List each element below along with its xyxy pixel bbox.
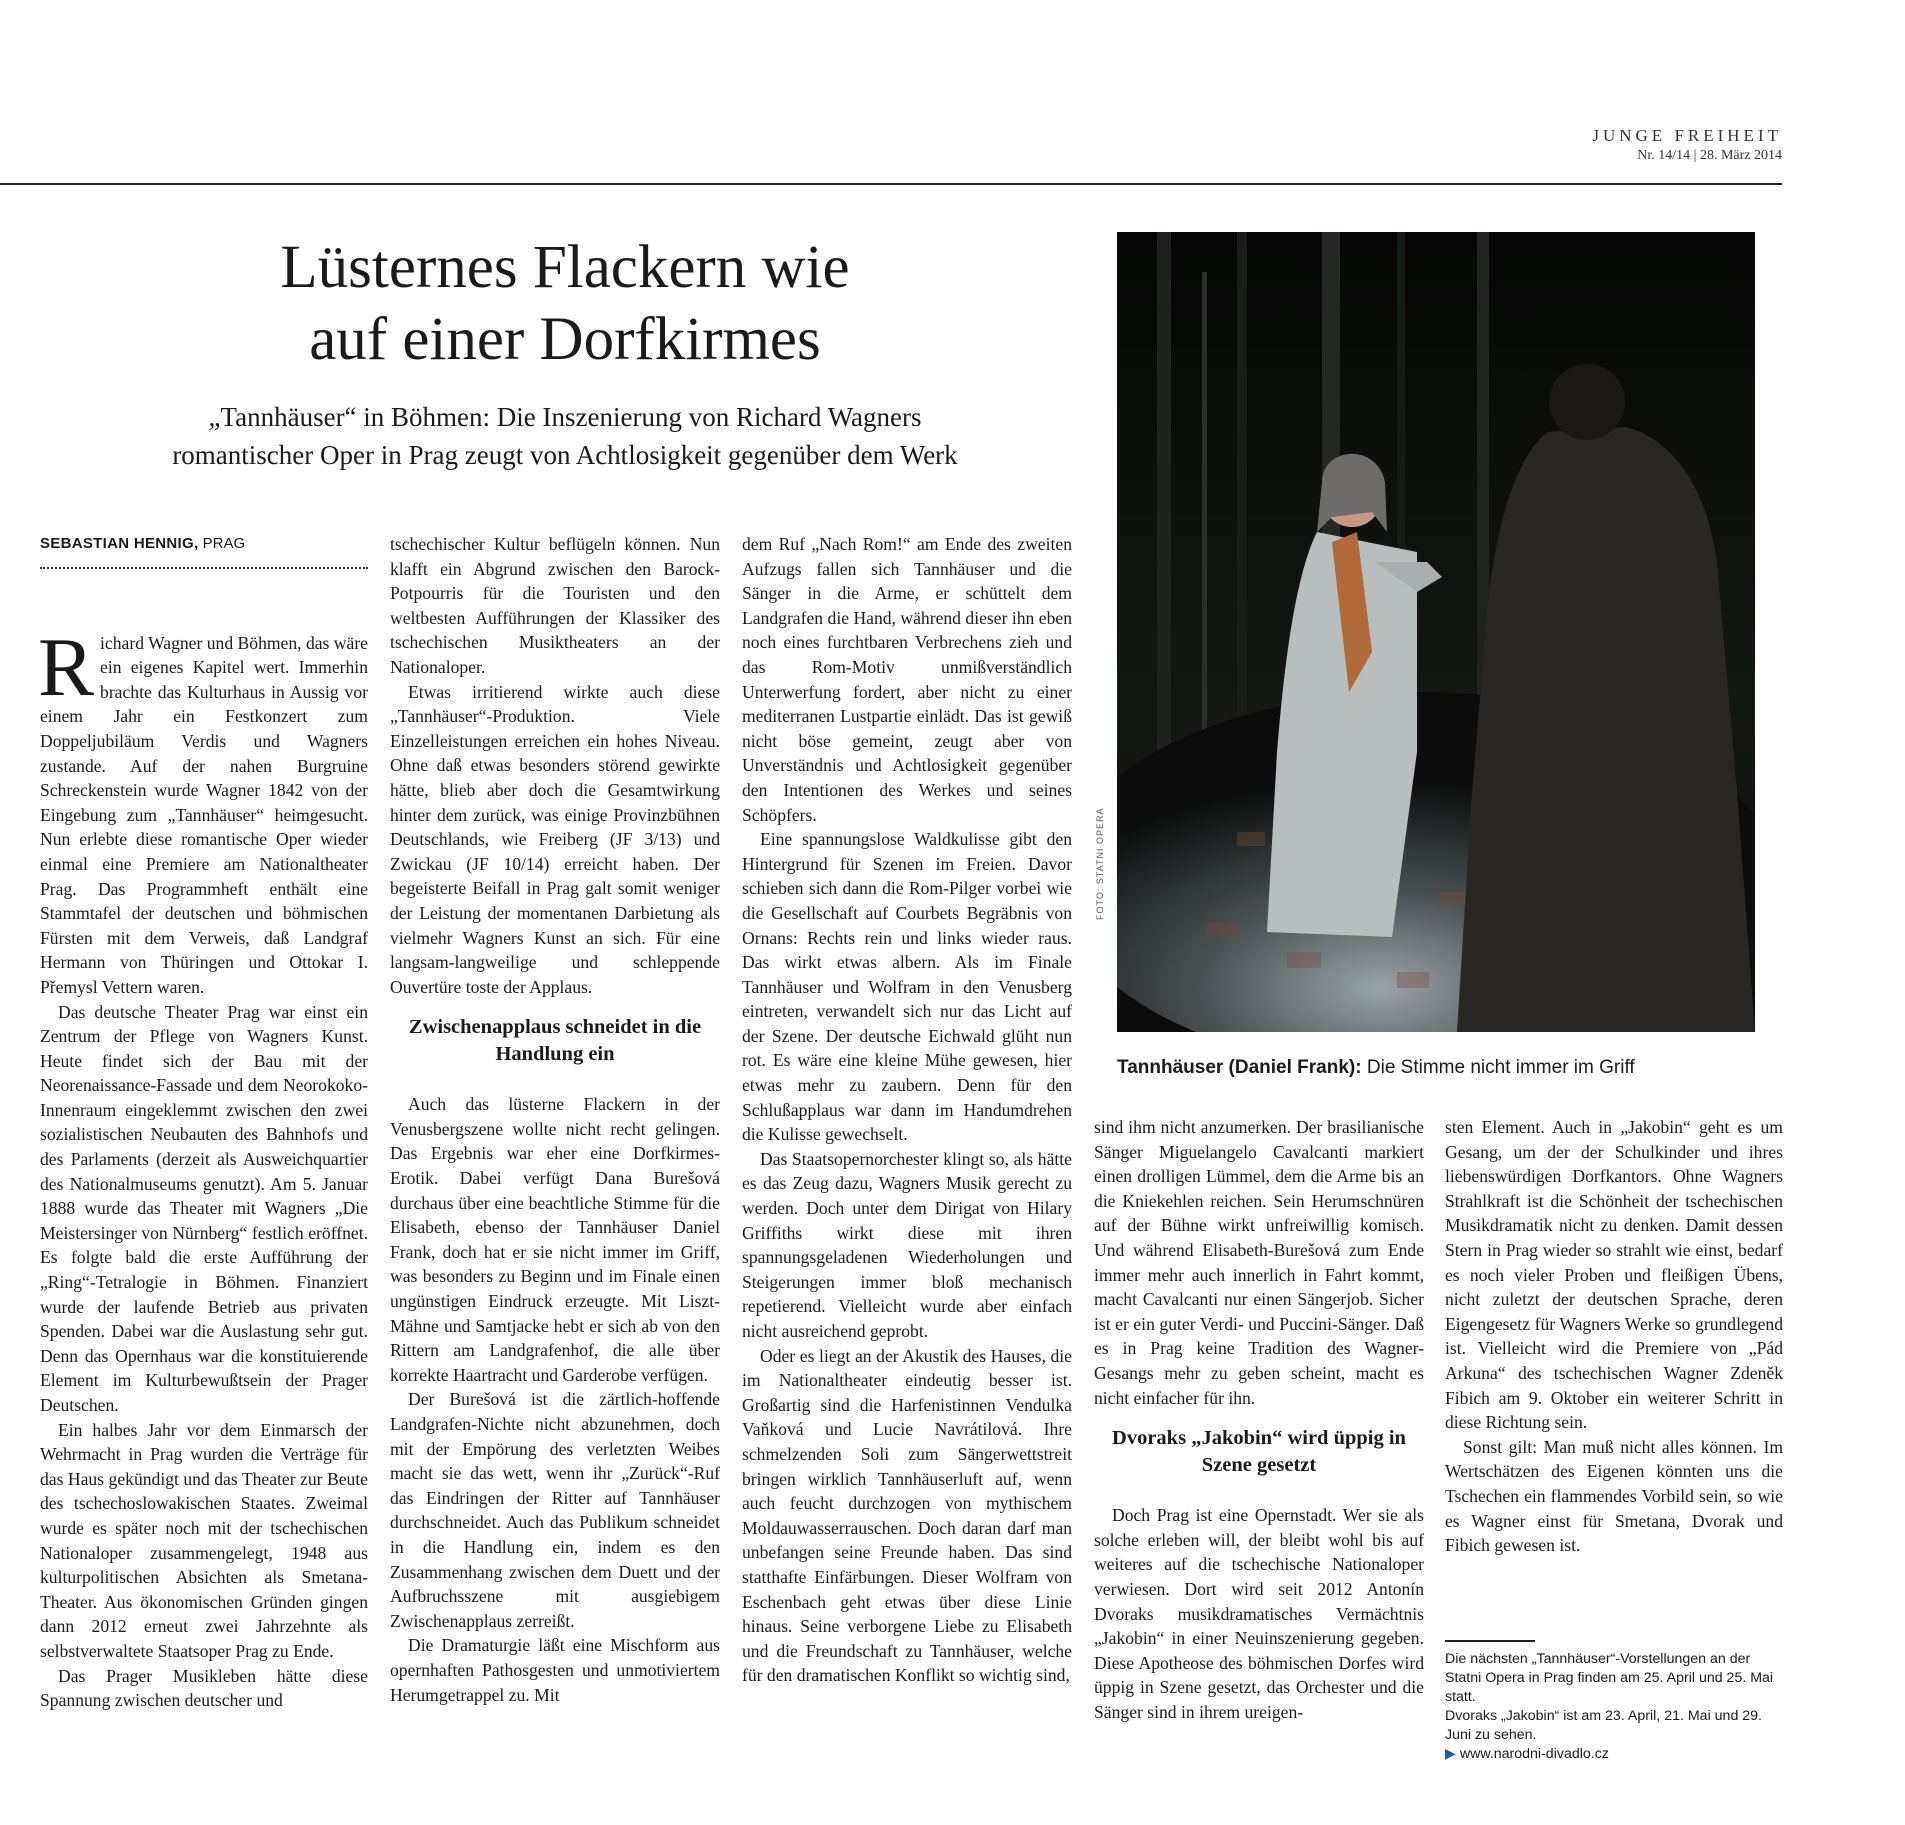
info-dates-jakobin: Dvoraks „Jakobin“ ist am 23. April, 21. Mai und 29. Juni zu sehen. [1445,1708,1762,1743]
paragraph [1445,1435,1783,1558]
masthead [1592,126,1782,164]
paragraph [390,1387,720,1633]
deck [60,398,1070,474]
paragraph-text: Das Prager Musikleben hätte diese Spannung zwischen deutscher und [40,1665,368,1711]
article-column-5 [1445,1115,1783,1558]
paragraph [742,532,1072,827]
issue-date: Nr. 14/14 | 28. März 2014 [1637,148,1782,163]
paragraph [1094,1115,1424,1410]
header-rule [0,183,1782,185]
paragraph-text: sind ihm nicht anzumerken. Der brasilianische Sänger Miguelangelo Cavalcanti markiert einen drolligen Lümmel, dem die Arme bis an die Kniekehlen reichen. Sein Herumschnüren auf der Bühne wirkt unfreiwillig komisch. Und während Elisabeth-Burešová zum Ende immer mehr auch innerlich in Fahrt kommt, macht Cavalcanti nur einen Sängerjob. Sicher ist er ein guter Verdi- und Puccini-Sänger. Daß es in Prag keine Tradition des Wagner-Gesangs mehr zu geben scheint, macht es nicht einfacher für ihn. [1094,1117,1424,1408]
column-body [1094,1115,1424,1724]
article-column-3 [742,532,1072,1688]
article-photo [1117,232,1755,1032]
photo-caption [1117,1057,1757,1079]
paragraph-text: Doch Prag ist eine Opernstadt. Wer sie als solche erleben will, der bleibt wohl bis auf weiteres auf die tschechische Nationaloper verwiesen. Dort wird seit 2012 Antonín Dvoraks musikdramatisches Vermächtnis „Jakobin“ in einer Neuinszenierung gegeben. Diese Apotheose des böhmischen Dorfes wird üppig in Szene gesetzt, das Orchester und die Sänger sind in ihrem ureigen- [1094,1505,1424,1722]
paragraph-text: Sonst gilt: Man muß nicht alles können. Im Wertschätzen des Eigenen könnten uns die Tschechen ein flammendes Vorbild sein, so wie es Wagner einst für Smetana, Dvorak und Fibich gewesen ist. [1445,1436,1783,1556]
author-name: SEBASTIAN HENNIG, [40,535,199,552]
paragraph-text: tschechischer Kultur beflügeln können. Nun klafft ein Abgrund zwischen den Barock-Potpourris für die Touristen und den weltbesten Aufführungen der Klassiker des tschechischen Musiktheaters an der Nationaloper. [390,534,720,677]
paragraph [390,1633,720,1707]
paragraph-text: Das deutsche Theater Prag war einst ein Zentrum der Pflege von Wagners Kunst. Heute findet sich der Bau mit der Neorenaissance-Fassade und dem Neorokoko-Innenraum eingeklemmt zwischen den zwei sozialistischen Neubauten des Bahnhofs und des Parlaments (derzeit als Ausweichquartier des Nationalmuseums genutzt). Am 5. Januar 1888 wurde das Theater mit Wagners „Die Meistersinger von Nürnberg“ festlich eröffnet. Es folgte bald die erste Aufführung der „Ring“-Tetralogie in Böhmen. Finanziert wurde der laufende Betrieb aus privaten Spenden. Dabei war die Auslastung sehr gut. Denn das Opernhaus war die konstituierende Element im Kulturbewußtsein der Prager Deutschen. [40,1001,368,1415]
byline-divider [40,566,368,569]
drop-cap: R [38,620,95,714]
paragraph-text: Etwas irritierend wirkte auch diese „Tannhäuser“-Produktion. Viele Einzelleistungen erreichen ein hohes Niveau. Ohne daß etwas besonders störend gewirkte hätte, blieb aber doch die Gesamtwirkung hinter dem zurück, was einige Provinzbühnen Deutschlands, wie Freiberg (JF 3/13) und Zwickau (JF 10/14) erreicht haben. Der begeisterte Beifall in Prag galt somit weniger der Leistung der momentanen Darbietung als vielmehr Wagners Kunst an sich. Für eine langsam-langweilige und schleppende Ouvertüre toste der Applaus. [390,681,720,997]
subheading: Dvoraks „Jakobin“ wird üppig in Szene gesetzt [1112,1427,1406,1477]
paragraph [742,827,1072,1147]
paragraph [742,1344,1072,1688]
caption-bold: Tannhäuser (Daniel Frank): [1117,1057,1362,1078]
paragraph-text: Oder es liegt an der Akustik des Hauses, die im Nationaltheater eindeutig besser ist. Großartig sind die Harfenistinnen Vendulka Vaňková und Lucie Navrátilová. Ihre schmelzenden Soli zum Sängerwettstreit bringen wirklich Tannhäuserluft auf, wenn auch feucht durchzogen von mythischem Moldauwasserrauschen. Doch daran darf man unbefangen seine Freunde haben. Das sind statthafte Einfärbungen. Dieser Wolfram von Eschenbach geht etwas über diese Linie hinaus. Seine verborgene Liebe zu Elisabeth und die Freundschaft zu Tannhäuser, welche für den dramatischen Konflikt so wichtig sind, [742,1345,1072,1686]
paragraph-text: sten Element. Auch in „Jakobin“ geht es um Gesang, um der der Schulkinder und ihres liebenswürdigen Dorfkantors. Ohne Wagners Strahlkraft ist die Schönheit der tschechischen Musikdramatik nicht zu denken. Damit dessen Stern in Prag wieder so strahlt wie einst, bedarf es noch vieler Proben und fleißigen Übens, nicht zuletzt der deutschen Sprache, deren Eigengesetz für Wagners Werke so grundlegend ist. Vielleicht wird die Premiere von „Pád Arkuna“ des tschechischen Wagner Zdeněk Fibich am 9. Oktober ein weiterer Schritt in diese Richtung sein. [1445,1117,1783,1433]
paragraph-text: Der Burešová ist die zärtlich-hoffende Landgrafen-Nichte nicht abzunehmen, doch mit der Empörung des verletzten Weibes macht sie das wett, wenn ihr „Zurück“-Ruf das Eindringen der Ritter auf Tannhäuser durchschneidet. Auch das Publikum schneidet in die Handlung ein, indem es den Zusammenhang zwischen dem Duett und der Aufbruchsszene mit ausgiebigem Zwischenapplaus zerreißt. [390,1389,720,1631]
deck-line-2: romantischer Oper in Prag zeugt von Achtlosigkeit gegenüber dem Werk [172,440,958,470]
column-body [742,532,1072,1688]
headline [60,232,1070,376]
paragraph-text: Das Staatsopernorchester klingt so, als hätte es das Zeug dazu, Wagners Musik gerecht zu werden. Doch unter dem Dirigat von Hilary Griffiths wirkt diese mit ihren spannungsgeladenen Wiederholungen und Steigerungen immer bloß mechanisch repetierend. Vielleicht wurde aber einfach nicht ausreichend geprobt. [742,1148,1072,1341]
info-dates-tannhaeuser: Die nächsten „Tannhäuser“-Vorstellungen an der Statni Opera in Prag finden am 25. April und 25. Mai statt. [1445,1651,1774,1705]
photo-credit: FOTO: STATNI OPERA [1095,807,1105,920]
paragraph [1094,1503,1424,1724]
paragraph [40,1664,368,1713]
column-body [390,532,720,1707]
info-box [1445,1640,1783,1764]
paragraph-text: Eine spannungslose Waldkulisse gibt den Hintergrund für Szenen im Freien. Davor schieben sich dann die Rom-Pilger vorbei wie die Gesellschaft auf Courbets Begräbnis von Ornans: Rechts rein und links wieder raus. Das wirkt etwas albern. Als im Finale Tannhäuser und Wolfram in den Venusberg eintreten, verwandelt sich nur das Licht auf der Szene. Der deutsche Eichwald glüht nun rot. Es wäre eine kleine Mühe gewesen, hier etwas mehr zu zaubern. Denn für den Schlußapplaus war dann im Handumdrehen die Kulisse gewechselt. [742,829,1072,1145]
paragraph-text: Auch das lüsterne Flackern in der Venusbergszene wollte nicht recht gelingen. Das Ergebnis war eher eine Dorfkirmes-Erotik. Dabei verfügt Dana Burešová durchaus über eine beachtliche Stimme für die Elisabeth, ebenso der Tannhäuser Daniel Frank, doch hat er sie nicht immer im Griff, was besonders zu Beginn und im Finale einen ungünstigen Eindruck erzeugte. Mit Liszt-Mähne und Samtjacke hebt er sich ab von den Rittern am Landgrafenhof, die alle über korrekte Haartracht und Garderobe verfügen. [390,1094,720,1385]
byline [40,532,368,557]
paragraph-text: Ein halbes Jahr vor dem Einmarsch der Wehrmacht in Prag wurden die Verträge für das Haus gekündigt und das Theater zur Beute des tschechoslowakischen Staates. Zweimal wurde es später noch mit der tschechischen Nationaloper zusammengelegt, 1948 aus kulturpolitischen Absichten als Smetana-Theater. Aus ökonomischen Gründen gingen dann 2012 erneut zwei Jahrzehnte als selbstverwaltete Staatsoper Prag zu Ende. [40,1419,368,1661]
paragraph [390,680,720,1000]
website-link[interactable]: www.narodni-divadlo.cz [1455,1746,1609,1762]
info-link[interactable] [1445,1745,1783,1764]
paragraph [38,620,368,1000]
paragraph [1445,1115,1783,1435]
paragraph-text: Die Dramaturgie läßt eine Mischform aus opernhaften Pathosgesten und unmotiviertem Herumgetrappel zu. Mit [390,1635,720,1705]
deck-line-1: „Tannhäuser“ in Böhmen: Die Inszenierung von Richard Wagners [208,402,922,432]
newspaper-name: JUNGE FREIHEIT [1592,126,1782,145]
column-body [1445,1115,1783,1558]
paragraph-text: ichard Wagner und Böhmen, das wäre ein eigenes Kapitel wert. Immerhin brachte das Kulturhaus in Aussig vor einem Jahr ein Festkonzert zum Doppeljubiläum Verdis und Wagners zustande. Auf der nahen Burgruine Schreckenstein wurde Wagner 1842 von der Eingebung zum „Tannhäuser“ heimgesucht. Nun erlebte diese romantische Oper wieder einmal eine Premiere am Nationaltheater Prag. Das Programmheft enthält eine Stammtafel der deutschen und böhmischen Fürsten mit dem Verweis, daß Landgraf Hermann von Thüringen und Ottokar I. Přemysl Vettern waren. [40,632,368,997]
headline-line-1: Lüsternes Flackern wie [280,234,850,301]
paragraph [390,1092,720,1387]
subheading: Zwischenapplaus schneidet in die Handlung ein [408,1016,702,1066]
article-column-4 [1094,1115,1424,1724]
paragraph [40,1000,368,1418]
article-column-2 [390,532,720,1707]
paragraph [390,532,720,680]
column-body [38,620,368,1713]
info-rule [1445,1640,1535,1642]
byline-place: PRAG [198,535,246,552]
paragraph [40,1418,368,1664]
article-column-1 [40,532,368,1713]
paragraph-text: dem Ruf „Nach Rom!“ am Ende des zweiten Aufzugs fallen sich Tannhäuser und die Sänger in die Arme, er schüttelt dem Landgrafen die Hand, während dieser ihn eben noch eines furchtbaren Verbrechens zieh und das Rom-Motiv unmißverständlich Unterwerfung fordert, aber nicht zu einer mediterranen Lustpartie einlädt. Das ist gewiß nicht böse gemeint, zeugt aber von Unverständnis und Achtlosigkeit gegenüber den Intentionen des Werkes und seines Schöpfers. [742,534,1072,825]
paragraph [742,1147,1072,1344]
headline-line-2: auf einer Dorfkirmes [309,306,821,373]
arrow-icon: ▶ [1445,1746,1456,1762]
caption-text: Die Stimme nicht immer im Griff [1361,1057,1635,1078]
